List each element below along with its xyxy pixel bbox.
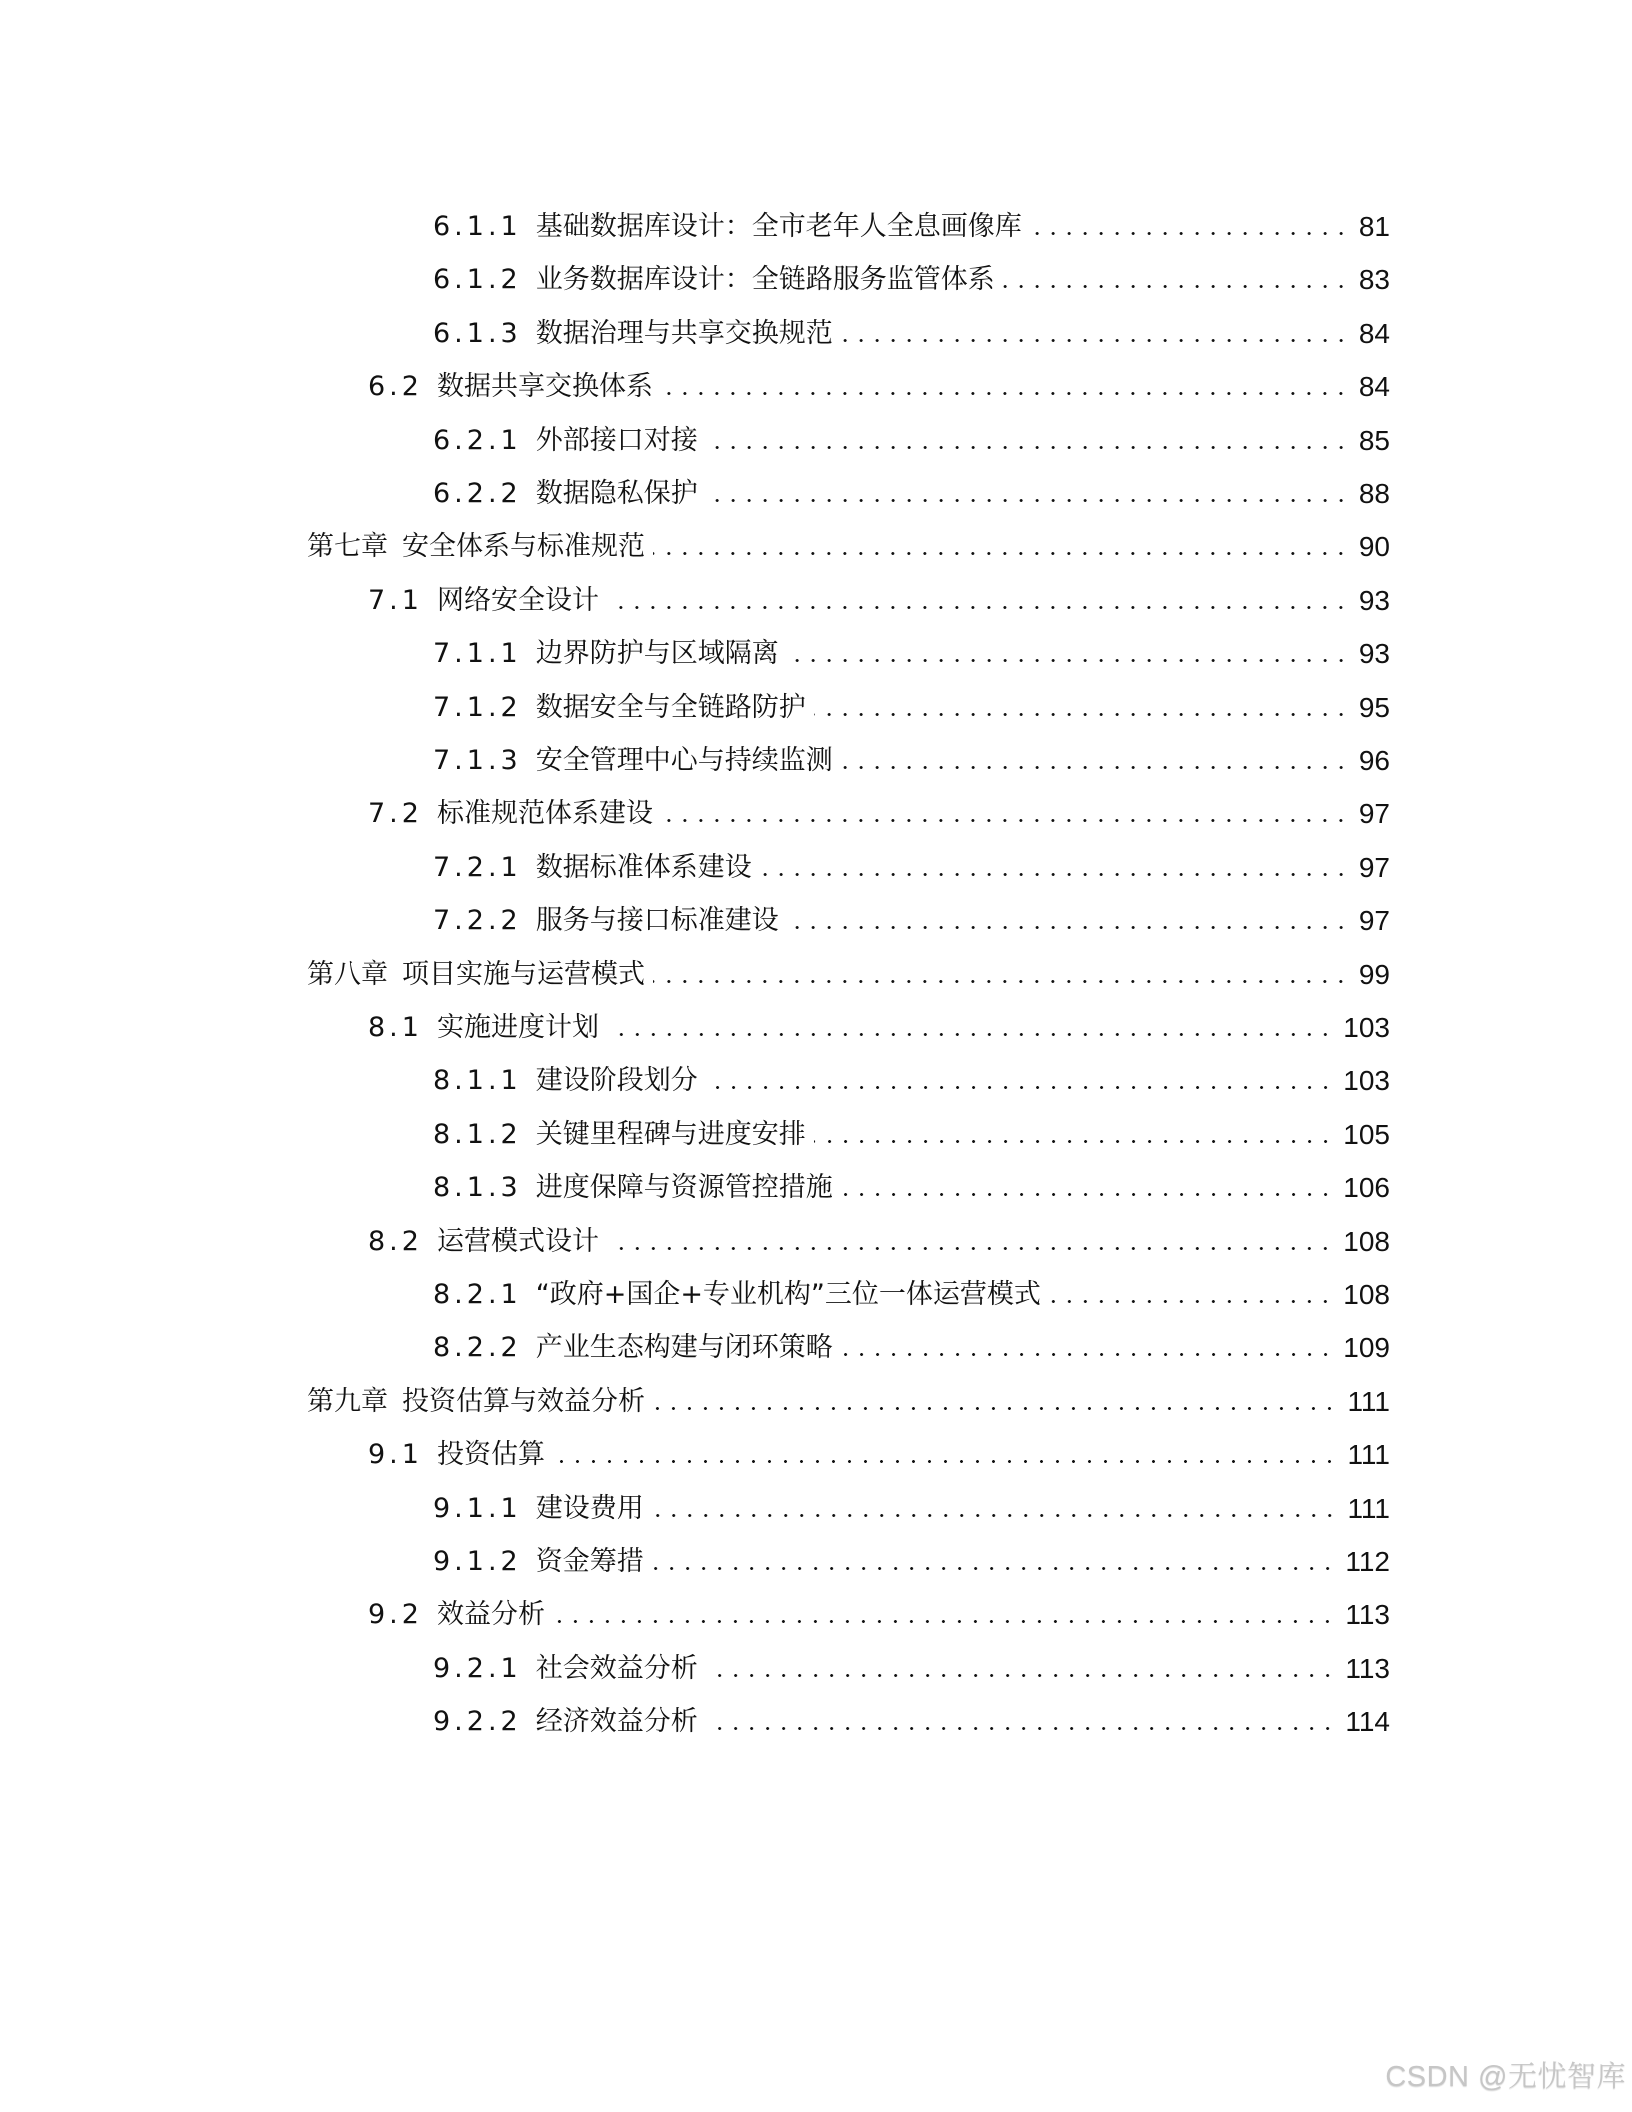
toc-entry-page: 95 xyxy=(1358,691,1390,723)
toc-entry-title: 社会效益分析 xyxy=(535,1652,698,1684)
toc-entry-number: 7.1 xyxy=(368,584,423,616)
toc-entry-page: 112 xyxy=(1345,1546,1390,1577)
dot-leader xyxy=(1003,285,1349,288)
toc-entry-page: 97 xyxy=(1358,905,1390,937)
toc-entry[interactable] xyxy=(433,1112,1390,1152)
toc-entry[interactable] xyxy=(433,898,1390,938)
toc-entry-page: 90 xyxy=(1358,531,1390,563)
toc-entry[interactable] xyxy=(433,1058,1390,1098)
toc-entry-page: 108 xyxy=(1343,1225,1390,1257)
toc-entry-page: 113 xyxy=(1345,1652,1390,1684)
toc-entry-title: 项目实施与运营模式 xyxy=(402,958,645,990)
dot-leader xyxy=(1030,232,1349,235)
toc-entry-number: 7.1.1 xyxy=(433,638,522,670)
toc-entry-page: 111 xyxy=(1347,1492,1390,1524)
dot-leader xyxy=(661,392,1349,395)
toc-entry-title: 数据安全与全链路防护 xyxy=(535,691,806,723)
toc-entry-title: 投资估算与效益分析 xyxy=(402,1385,645,1417)
toc-entry-title: 经济效益分析 xyxy=(535,1706,698,1738)
dot-leader xyxy=(814,713,1349,716)
toc-entry-number: 8.1.1 xyxy=(433,1065,522,1097)
toc-entry-number: 6.2.2 xyxy=(433,478,522,509)
toc-entry-page: 88 xyxy=(1358,478,1390,509)
toc-entry-page: 81 xyxy=(1358,211,1390,242)
toc-entry-number: 第七章 xyxy=(307,531,388,563)
toc-entry-title: 安全体系与标准规范 xyxy=(402,531,645,563)
toc-entry-number: 8.2 xyxy=(368,1225,423,1257)
dot-leader xyxy=(706,1727,1336,1730)
toc-entry-page: 105 xyxy=(1343,1118,1390,1150)
toc-entry-title: 产业生态构建与闭环策略 xyxy=(535,1332,833,1364)
toc-chapter-entry[interactable] xyxy=(307,524,1390,564)
toc-entry-page: 108 xyxy=(1343,1279,1390,1310)
toc-entry-number: 6.1.2 xyxy=(433,264,522,296)
toc-entry-number: 9.2.2 xyxy=(433,1706,522,1738)
toc-entry[interactable] xyxy=(368,1592,1390,1632)
dot-leader xyxy=(607,1247,1333,1250)
toc-entry[interactable] xyxy=(433,257,1390,297)
dot-leader xyxy=(841,766,1349,769)
toc-entry-number: 8.1.3 xyxy=(433,1172,522,1204)
toc-entry-number: 7.1.3 xyxy=(433,745,522,776)
dot-leader xyxy=(841,339,1349,342)
toc-entry-number: 8.2.1 xyxy=(433,1279,522,1310)
dot-leader xyxy=(652,1514,1338,1517)
toc-entry-title: 建设费用 xyxy=(535,1492,644,1524)
toc-chapter-entry[interactable] xyxy=(307,1379,1390,1419)
toc-entry[interactable] xyxy=(433,631,1390,671)
toc-entry-number: 7.1.2 xyxy=(433,691,522,723)
toc-entry-page: 103 xyxy=(1343,1012,1390,1043)
toc-entry-number: 8.1.2 xyxy=(433,1118,522,1150)
dot-leader xyxy=(706,499,1349,502)
toc-entry-page: 84 xyxy=(1358,317,1390,349)
toc-entry-number: 9.1 xyxy=(368,1439,423,1471)
toc-entry-title: 资金筹措 xyxy=(535,1546,644,1577)
dot-leader xyxy=(787,926,1349,929)
toc-entry-title: 服务与接口标准建设 xyxy=(535,905,779,937)
toc-entry-number: 6.2 xyxy=(368,371,423,403)
dot-leader xyxy=(841,1193,1334,1196)
toc-entry-title: 标准规范体系建设 xyxy=(436,798,653,830)
toc-entry[interactable] xyxy=(433,738,1390,778)
dot-leader xyxy=(1049,1300,1333,1303)
toc-entry-title: 运营模式设计 xyxy=(436,1225,599,1257)
toc-entry-number: 9.2 xyxy=(368,1599,423,1631)
dot-leader xyxy=(760,873,1349,876)
toc-entry-title: 基础数据库设计：全市老年人全息画像库 xyxy=(535,211,1022,242)
toc-entry-page: 97 xyxy=(1358,851,1390,883)
toc-entry-page: 106 xyxy=(1343,1172,1390,1204)
toc-entry[interactable] xyxy=(368,1219,1390,1259)
toc-entry-title: 投资估算 xyxy=(436,1439,545,1471)
toc-entry[interactable] xyxy=(433,845,1390,885)
toc-entry-title: 数据标准体系建设 xyxy=(535,851,752,883)
toc-entry-title: 进度保障与资源管控措施 xyxy=(535,1172,833,1204)
dot-leader xyxy=(814,1140,1334,1143)
toc-entry-page: 93 xyxy=(1358,638,1390,670)
toc-entry-title: “政府+国企+专业机构”三位一体运营模式 xyxy=(535,1279,1041,1310)
toc-entry-page: 109 xyxy=(1343,1332,1390,1364)
toc-entry-title: 外部接口对接 xyxy=(535,424,698,456)
toc-chapter-entry[interactable] xyxy=(307,952,1390,992)
toc-entry[interactable] xyxy=(433,204,1390,244)
dot-leader xyxy=(653,552,1349,555)
toc-entry-title: 业务数据库设计：全链路服务监管体系 xyxy=(535,264,995,296)
toc-entry-number: 7.2.2 xyxy=(433,905,522,937)
dot-leader xyxy=(653,1407,1337,1410)
dot-leader xyxy=(553,1620,1335,1623)
toc-entry-title: 边界防护与区域隔离 xyxy=(535,638,779,670)
toc-entry-number: 7.2 xyxy=(368,798,423,830)
toc-entry-page: 84 xyxy=(1358,371,1390,403)
toc-entry-page: 113 xyxy=(1345,1599,1390,1631)
toc-entry-title: 数据隐私保护 xyxy=(535,478,698,509)
toc-entry-title: 实施进度计划 xyxy=(436,1012,599,1043)
toc-entry[interactable] xyxy=(433,1325,1390,1365)
dot-leader xyxy=(652,1567,1336,1570)
toc-entry-number: 8.2.2 xyxy=(433,1332,522,1364)
toc-entry-number: 第九章 xyxy=(307,1385,388,1417)
toc-entry[interactable] xyxy=(433,1646,1390,1686)
toc-entry[interactable] xyxy=(433,311,1390,351)
toc-entry[interactable] xyxy=(368,578,1390,618)
toc-entry-title: 关键里程碑与进度安排 xyxy=(535,1118,806,1150)
dot-leader xyxy=(706,1674,1336,1677)
dot-leader xyxy=(706,1086,1334,1089)
toc-entry-title: 建设阶段划分 xyxy=(535,1065,698,1097)
toc-entry-title: 安全管理中心与持续监测 xyxy=(535,745,833,776)
toc-entry-title: 数据治理与共享交换规范 xyxy=(535,317,833,349)
toc-entry-title: 网络安全设计 xyxy=(436,584,599,616)
dot-leader xyxy=(607,1033,1333,1036)
toc-entry-number: 8.1 xyxy=(368,1012,423,1043)
toc-entry-number: 9.1.2 xyxy=(433,1546,522,1577)
toc-entry-page: 85 xyxy=(1358,424,1390,456)
toc-entry-number: 6.1.1 xyxy=(433,211,522,242)
toc-entry[interactable] xyxy=(368,1005,1390,1045)
toc-entry-page: 111 xyxy=(1347,1439,1390,1471)
toc-entry-page: 83 xyxy=(1358,264,1390,296)
dot-leader xyxy=(661,819,1349,822)
toc-entry-number: 6.2.1 xyxy=(433,424,522,456)
toc-entry[interactable] xyxy=(433,1272,1390,1312)
toc-entry[interactable] xyxy=(433,1699,1390,1739)
toc-entry-page: 111 xyxy=(1347,1385,1390,1417)
dot-leader xyxy=(841,1353,1334,1356)
toc-entry[interactable] xyxy=(433,685,1390,725)
toc-entry-page: 97 xyxy=(1358,798,1390,830)
dot-leader xyxy=(607,606,1349,609)
toc-entry-page: 96 xyxy=(1358,745,1390,776)
toc-entry-number: 9.1.1 xyxy=(433,1492,522,1524)
toc-entry-page: 114 xyxy=(1345,1706,1390,1738)
dot-leader xyxy=(706,446,1349,449)
toc-entry[interactable] xyxy=(433,418,1390,458)
toc-entry[interactable] xyxy=(368,791,1390,831)
toc-entry-number: 7.2.1 xyxy=(433,851,522,883)
toc-entry-page: 103 xyxy=(1343,1065,1390,1097)
toc-entry-title: 效益分析 xyxy=(436,1599,545,1631)
toc-entry[interactable] xyxy=(368,364,1390,404)
toc-entry-number: 6.1.3 xyxy=(433,317,522,349)
toc-entry-page: 93 xyxy=(1358,584,1390,616)
toc-entry[interactable] xyxy=(433,1539,1390,1579)
toc-entry[interactable] xyxy=(433,1486,1390,1526)
dot-leader xyxy=(653,980,1349,983)
dot-leader xyxy=(553,1460,1337,1463)
toc-entry-title: 数据共享交换体系 xyxy=(436,371,653,403)
csdn-watermark: CSDN @无忧智库 xyxy=(1385,2061,1626,2093)
toc-entry-number: 第八章 xyxy=(307,958,388,990)
toc-entry-page: 99 xyxy=(1358,958,1390,990)
toc-entry[interactable] xyxy=(433,1165,1390,1205)
dot-leader xyxy=(787,659,1349,662)
toc-entry[interactable] xyxy=(433,471,1390,511)
toc-entry[interactable] xyxy=(368,1432,1390,1472)
toc-entry-number: 9.2.1 xyxy=(433,1652,522,1684)
